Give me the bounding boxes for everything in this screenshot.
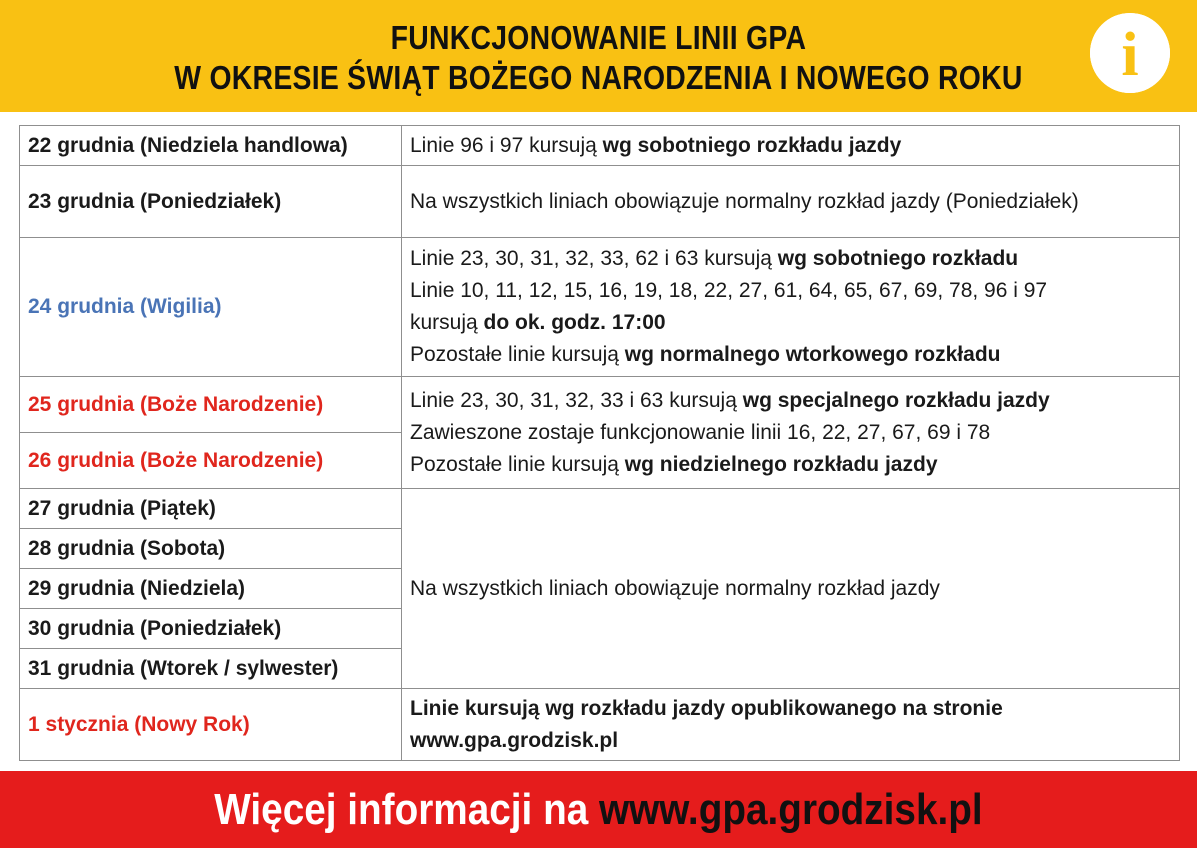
date-cell: 22 grudnia (Niedziela handlowa): [20, 126, 402, 166]
footer-prefix: Więcej informacji na: [214, 785, 600, 834]
date-cell: 1 stycznia (Nowy Rok): [20, 689, 402, 761]
description-line: [410, 243, 1171, 275]
table-row: [20, 166, 1180, 238]
header-banner: [0, 0, 1197, 112]
date-cell: 30 grudnia (Poniedziałek): [20, 609, 402, 649]
description-line: [410, 725, 1171, 757]
table-row: [20, 238, 1180, 377]
date-cell: 23 grudnia (Poniedziałek): [20, 166, 402, 238]
date-cell: 29 grudnia (Niedziela): [20, 569, 402, 609]
description-cell: [402, 689, 1180, 761]
description-text: Linie 96 i 97 kursują: [410, 133, 603, 157]
description-line: [410, 339, 1171, 371]
footer-banner: [0, 771, 1197, 848]
description-text: Pozostałe linie kursują: [410, 343, 625, 366]
date-cell: 31 grudnia (Wtorek / sylwester): [20, 649, 402, 689]
schedule-table: [19, 125, 1180, 761]
description-line: [410, 417, 1171, 449]
info-icon: [1090, 13, 1170, 93]
description-cell: [402, 126, 1180, 166]
description-bold: www.gpa.grodzisk.pl: [410, 728, 619, 752]
table-row: [20, 126, 1180, 166]
description-bold: wg sobotniego rozkładu: [777, 247, 1019, 270]
description-line: [410, 573, 1171, 605]
description-text: Na wszystkich liniach obowiązuje normalny rozkład jazdy (Poniedziałek): [410, 189, 1079, 213]
description-text: Zawieszone zostaje funkcjonowanie linii 16, 22, 27, 67, 69 i 78: [410, 420, 991, 444]
description-cell: [402, 166, 1180, 238]
description-line: [410, 130, 1171, 162]
date-cell: 26 grudnia (Boże Narodzenie): [20, 433, 402, 489]
date-cell: 25 grudnia (Boże Narodzenie): [20, 377, 402, 433]
description-text: Linie 23, 30, 31, 32, 33, 62 i 63 kursują: [410, 247, 778, 270]
table-row: [20, 377, 1180, 433]
page-title: [84, 18, 1113, 98]
description-text: Na wszystkich liniach obowiązuje normalny rozkład jazdy: [410, 576, 940, 600]
description-line: [410, 449, 1171, 481]
description-bold: wg normalnego wtorkowego rozkładu: [624, 343, 1001, 366]
description-bold: Linie kursują wg rozkładu jazdy opublikowanego na stronie: [410, 696, 1003, 720]
date-cell: 24 grudnia (Wigilia): [20, 238, 402, 377]
description-text: Linie 23, 30, 31, 32, 33 i 63 kursują: [410, 388, 743, 412]
description-text: Linie 10, 11, 12, 15, 16, 19, 18, 22, 27, 61, 64, 65, 67, 69, 78, 96 i 97: [410, 279, 1048, 302]
description-cell: [402, 238, 1180, 377]
description-line: [410, 385, 1171, 417]
date-cell: 27 grudnia (Piątek): [20, 489, 402, 529]
date-cell: 28 grudnia (Sobota): [20, 529, 402, 569]
table-row: [20, 689, 1180, 761]
footer-text: [72, 785, 1125, 835]
description-cell: [402, 377, 1180, 489]
description-text: Pozostałe linie kursują: [410, 452, 625, 476]
description-line: [410, 307, 1171, 339]
info-glyph: i: [1121, 21, 1139, 89]
title-line-1: FUNKCJONOWANIE LINII GPA: [390, 19, 807, 56]
description-bold: wg specjalnego rozkładu jazdy: [742, 388, 1050, 412]
description-line: [410, 186, 1171, 218]
description-bold: do ok. godz. 17:00: [483, 311, 666, 334]
description-cell: [402, 489, 1180, 689]
description-line: [410, 693, 1171, 725]
title-line-2: W OKRESIE ŚWIĄT BOŻEGO NARODZENIA I NOWEGO ROKU: [174, 59, 1023, 96]
table-row: [20, 489, 1180, 529]
description-bold: wg niedzielnego rozkładu jazdy: [624, 452, 938, 476]
description-line: [410, 275, 1171, 307]
description-text: kursują: [410, 311, 484, 334]
footer-url[interactable]: www.gpa.grodzisk.pl: [599, 785, 983, 834]
description-bold: wg sobotniego rozkładu jazdy: [602, 133, 902, 157]
